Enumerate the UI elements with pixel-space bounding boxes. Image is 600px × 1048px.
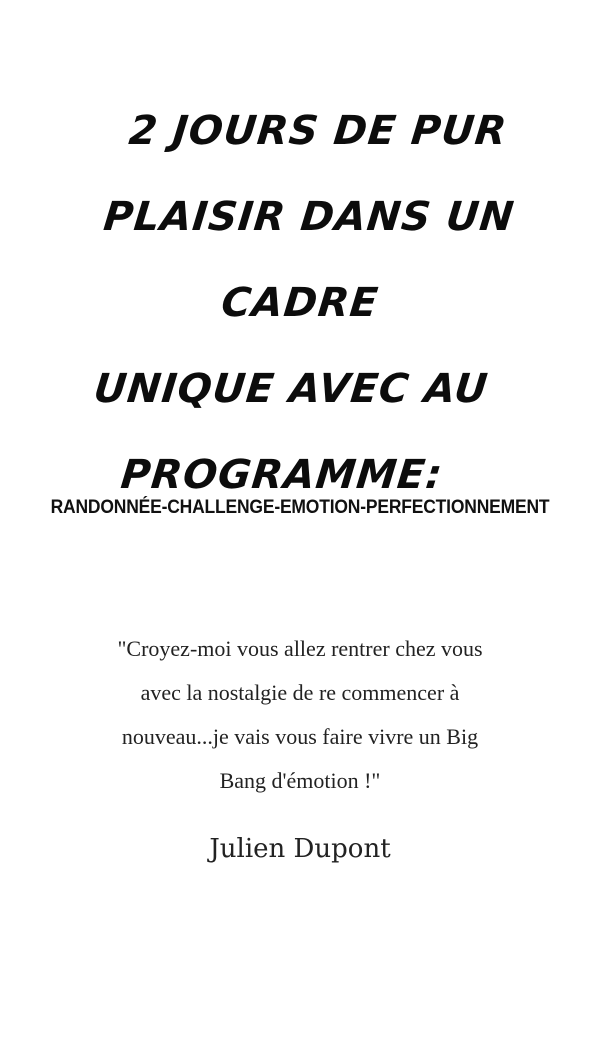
author-name: Julien Dupont (209, 834, 391, 864)
quote-line: "Croyez-moi vous allez rentrer chez vous (117, 636, 483, 661)
quote-line: avec la nostalgie de re commencer à (140, 680, 460, 705)
headline (0, 88, 600, 518)
testimonial-quote (60, 627, 540, 803)
headline-line: 2 JOURS DE PUR (126, 108, 510, 154)
headline-line: PROGRAMME: (118, 452, 446, 498)
headline-line: PLAISIR DANS UN CADRE (101, 194, 517, 326)
quote-line: nouveau...je vais vous faire vivre un Big (121, 724, 479, 749)
headline-line: UNIQUE AVEC AU (91, 366, 491, 412)
program-subtitle: RANDONNÉE-CHALLENGE-EMOTION-PERFECTIONNEMENT (50, 497, 550, 518)
quote-line: Bang d'émotion !" (219, 768, 381, 793)
